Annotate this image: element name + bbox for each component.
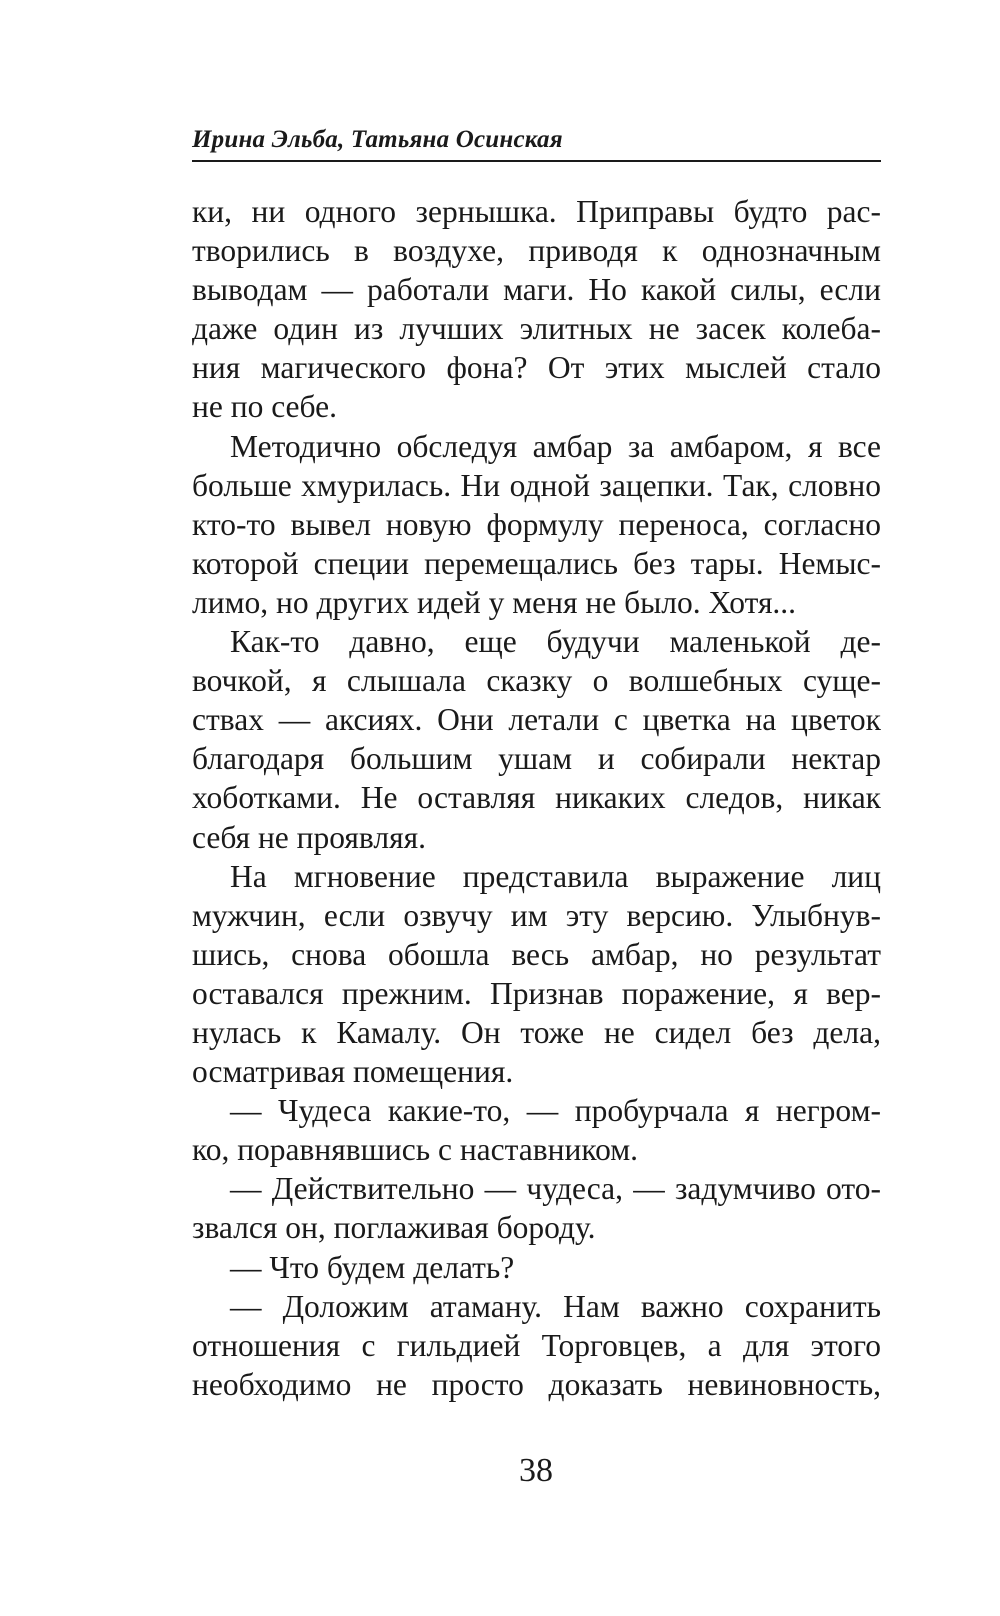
text-line: ко, поравнявшись с наставником. (192, 1132, 639, 1168)
text-line: кто-то вывел новую формулу переноса, согласно (192, 506, 881, 542)
text-line: — Действительно — чудеса, — задумчиво ото- (230, 1171, 881, 1207)
text-line: мужчин, если озвучу им эту версию. Улыбнув- (192, 897, 881, 933)
text-line: ния магического фона? От этих мыслей стало (192, 350, 881, 386)
text-line: осматривая помещения. (192, 1054, 514, 1090)
text-line: творились в воздухе, приводя к однозначным (192, 233, 881, 269)
text-line: отношения с гильдией Торговцев, а для этого (192, 1327, 881, 1363)
text-line: ки, ни одного зернышка. Приправы будто рас- (192, 194, 881, 229)
page-number: 38 (519, 1452, 553, 1489)
text-line: ствах — аксиях. Они летали с цветка на цветок (192, 702, 881, 738)
text-line: не по себе. (192, 389, 338, 425)
text-line: даже один из лучших элитных не засек колеба- (192, 311, 881, 347)
text-line: больше хмурилась. Ни одной зацепки. Так, словно (192, 467, 881, 503)
text-line: — Доложим атаману. Нам важно сохранить (230, 1288, 881, 1324)
text-line: благодаря большим ушам и собирали нектар (192, 741, 881, 777)
text-line: Методично обследуя амбар за амбаром, я все (230, 428, 881, 464)
text-line: лимо, но других идей у меня не было. Хотя... (192, 584, 797, 620)
text-line: выводам — работали маги. Но какой силы, если (192, 272, 881, 308)
text-line: которой специи перемещались без тары. Немыс- (192, 545, 881, 581)
running-head: Ирина Эльба, Татьяна Осинская (192, 126, 563, 153)
text-line: необходимо не просто доказать невиновность, (192, 1366, 881, 1402)
text-line: оставался прежним. Признав поражение, я вер- (192, 975, 881, 1011)
body-text (192, 192, 881, 1404)
header-rule (192, 160, 881, 162)
text-line: вочкой, я слышала сказку о волшебных суще- (192, 663, 881, 699)
text-line: себя не проявляя. (192, 819, 426, 855)
text-line: — Что будем делать? (230, 1249, 515, 1285)
text-line: — Чудеса какие-то, — пробурчала я негром- (230, 1093, 881, 1129)
text-line: звался он, поглаживая бороду. (192, 1210, 596, 1246)
text-line: нулась к Камалу. Он тоже не сидел без дела, (192, 1014, 881, 1050)
text-line: Как-то давно, еще будучи маленькой де- (230, 624, 881, 660)
text-line: хоботками. Не оставляя никаких следов, никак (192, 780, 881, 816)
text-line: На мгновение представила выражение лиц (230, 858, 881, 894)
text-line: шись, снова обошла весь амбар, но результат (192, 936, 881, 972)
